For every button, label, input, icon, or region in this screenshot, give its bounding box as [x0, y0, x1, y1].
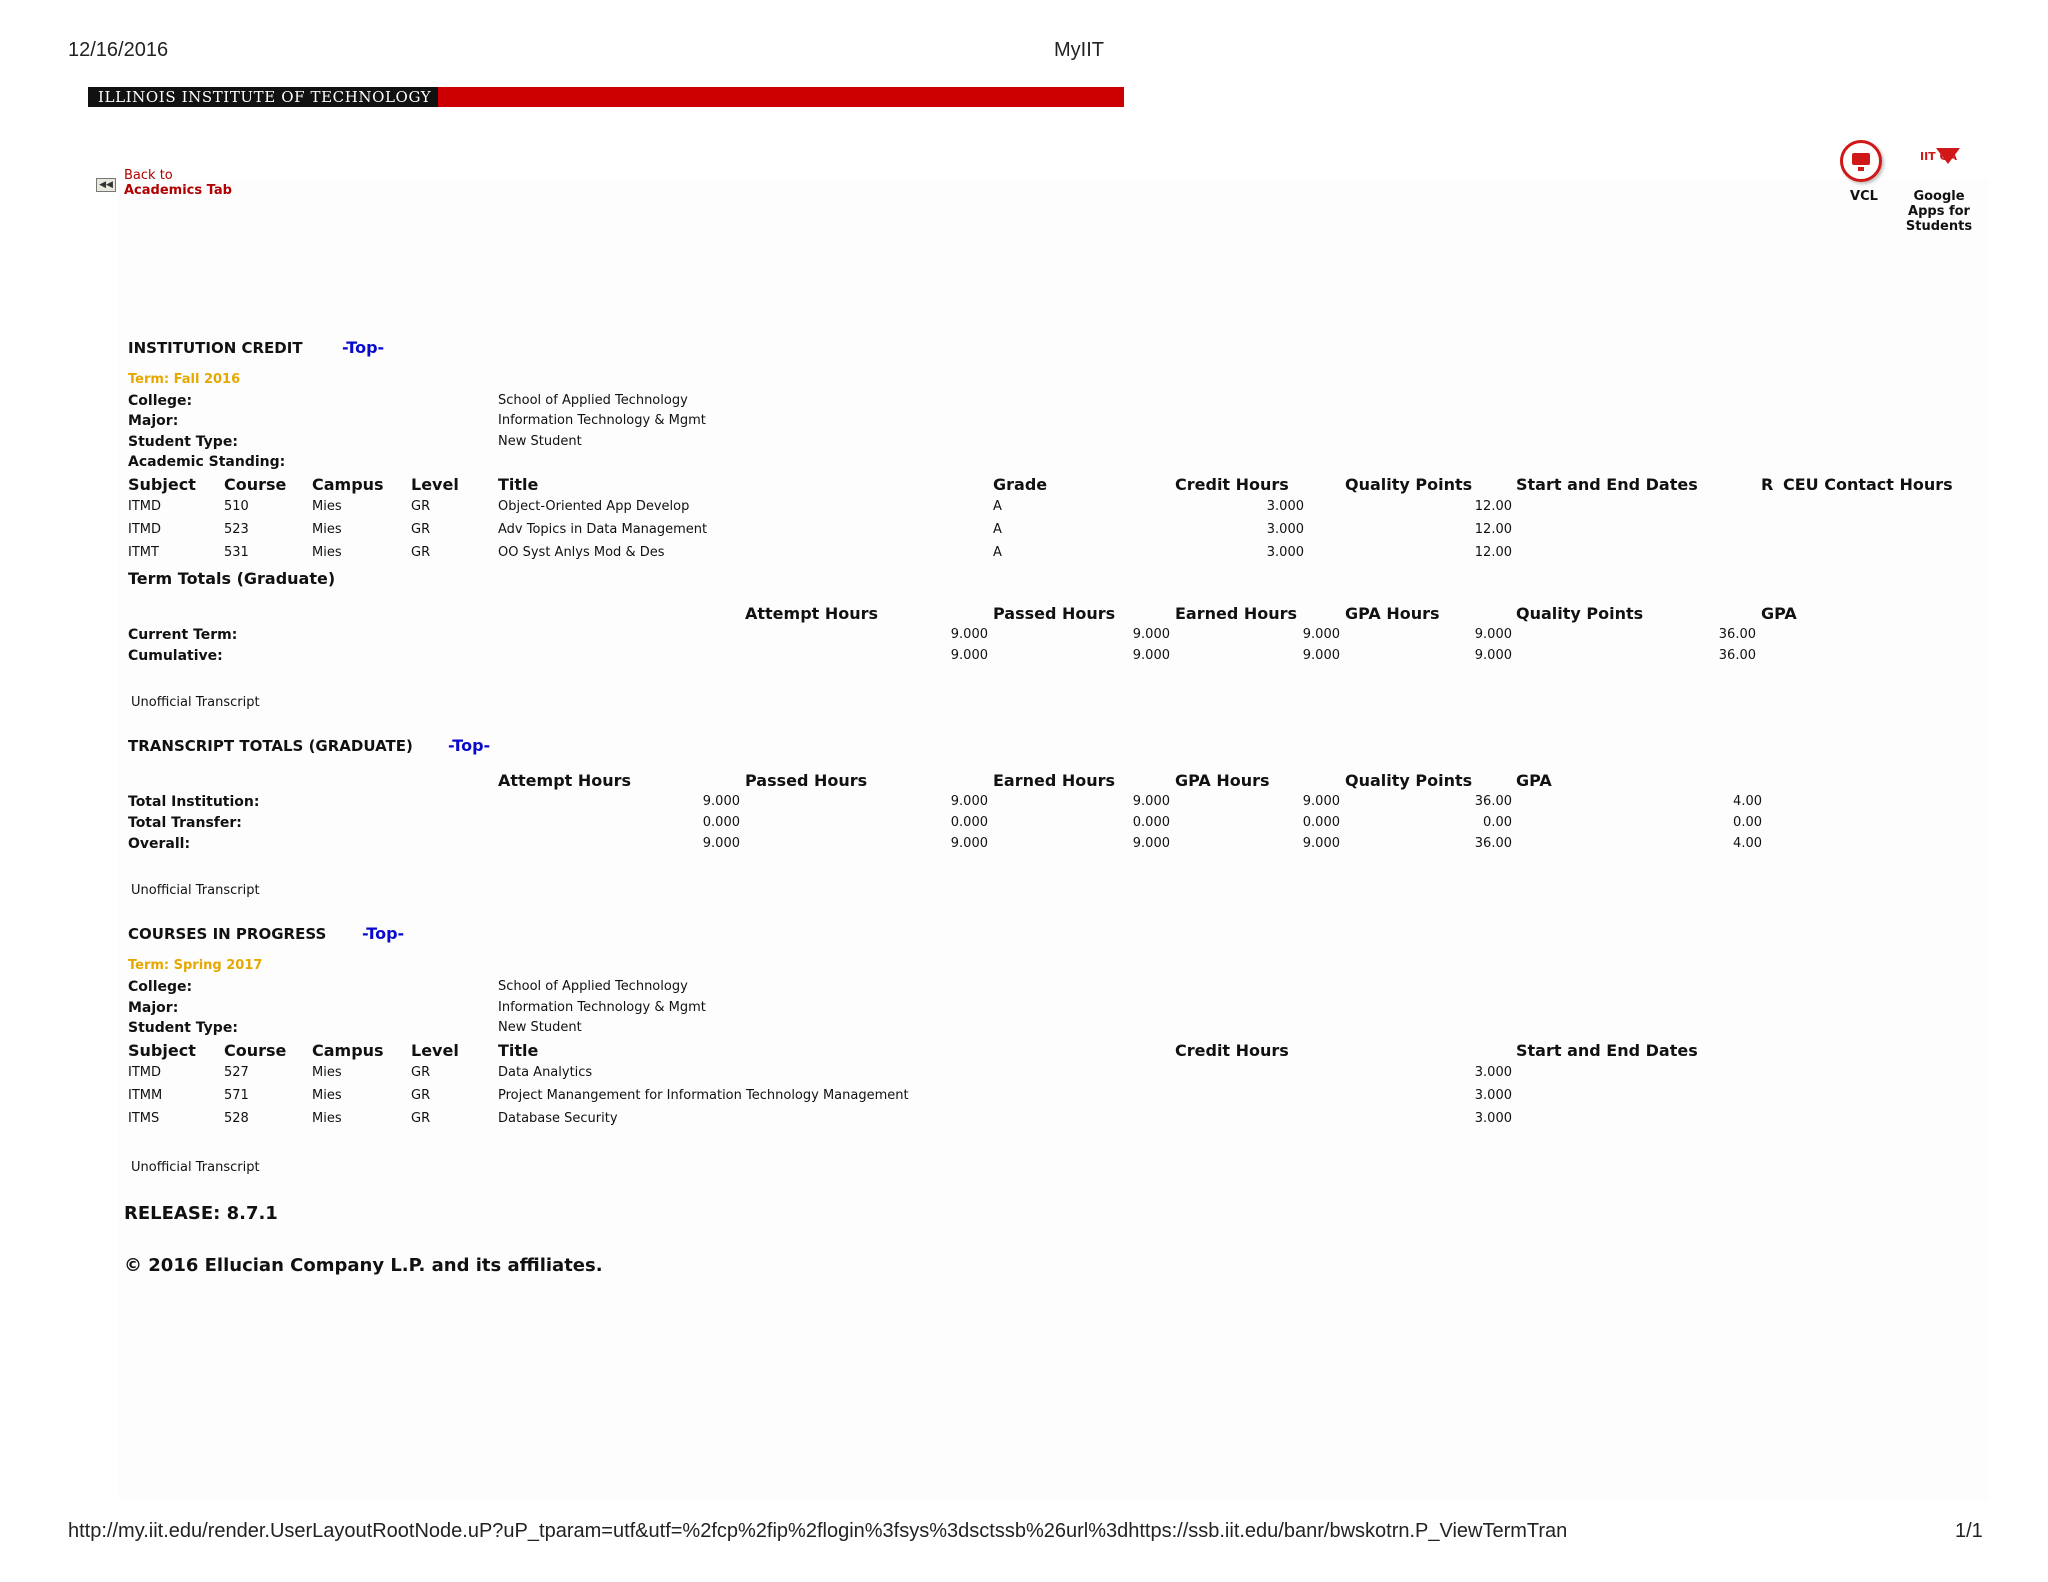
col-grade: Grade [993, 475, 1048, 494]
cell-title: Data Analytics [498, 1065, 593, 1080]
cell-subject: ITMD [128, 522, 162, 537]
cell-value: 9.000 [950, 836, 988, 851]
cell-credit-hours: 3.000 [1266, 499, 1304, 514]
cell-value: 0.000 [950, 815, 988, 830]
google-apps-link[interactable] [1900, 189, 1978, 234]
col-dates: Start and End Dates [1516, 475, 1698, 494]
col-level: Level [411, 475, 459, 494]
tt-col-attempt: Attempt Hours [745, 604, 879, 623]
cell-credit-hours: 3.000 [1474, 1065, 1512, 1080]
tr-col-passed: Passed Hours [745, 771, 868, 790]
cell-grade: A [993, 522, 1002, 537]
cell-value: 9.000 [1474, 627, 1512, 642]
cell-subject: ITMS [128, 1111, 160, 1126]
cell-value: 9.000 [950, 794, 988, 809]
cell-credit-hours: 3.000 [1474, 1111, 1512, 1126]
cell-value: 9.000 [1302, 794, 1340, 809]
college-label: College: [128, 393, 193, 409]
cell-title: Project Manangement for Information Technology Management [498, 1088, 909, 1103]
tt-col-gpa-hours: GPA Hours [1345, 604, 1440, 623]
google-apps-label-1: Google [1913, 189, 1965, 204]
cell-campus: Mies [312, 545, 342, 560]
transcript-totals-heading: TRANSCRIPT TOTALS (GRADUATE) [128, 737, 413, 755]
unofficial-transcript-link[interactable]: Unofficial Transcript [131, 1160, 260, 1175]
google-apps-label-2: Apps for [1908, 204, 1970, 219]
cell-course: 531 [224, 545, 249, 560]
cell-course: 527 [224, 1065, 249, 1080]
row-label: Overall: [128, 836, 191, 852]
cell-level: GR [411, 499, 431, 514]
print-title: MyIIT [1054, 39, 1104, 61]
row-label: Total Transfer: [128, 815, 242, 831]
student-type-label: Student Type: [128, 1020, 238, 1036]
col-title: Title [498, 475, 539, 494]
col-credit-hours: Credit Hours [1175, 475, 1289, 494]
cell-subject: ITMD [128, 1065, 162, 1080]
back-arrow-icon[interactable]: ◀◀ [96, 178, 116, 192]
back-link-line1: Back to [124, 168, 173, 183]
cell-value: 9.000 [1474, 648, 1512, 663]
cell-value: 9.000 [1132, 648, 1170, 663]
tt-col-passed: Passed Hours [993, 604, 1116, 623]
row-label: Current Term: [128, 627, 238, 643]
cell-level: GR [411, 1111, 431, 1126]
cell-grade: A [993, 499, 1002, 514]
cell-subject: ITMT [128, 545, 159, 560]
cell-campus: Mies [312, 1088, 342, 1103]
cell-value: 0.000 [1302, 815, 1340, 830]
cell-value: 9.000 [1302, 627, 1340, 642]
tr-col-gpa-hours: GPA Hours [1175, 771, 1270, 790]
cell-credit-hours: 3.000 [1474, 1088, 1512, 1103]
cell-value: 0.000 [702, 815, 740, 830]
cell-value: 9.000 [1132, 627, 1170, 642]
cell-value: 4.00 [1733, 794, 1762, 809]
cell-quality-points: 12.00 [1474, 522, 1512, 537]
tr-col-quality-points: Quality Points [1345, 771, 1473, 790]
major-value: Information Technology & Mgmt [498, 413, 706, 428]
print-page-number: 1/1 [1955, 1520, 1983, 1542]
student-type-label: Student Type: [128, 434, 238, 450]
cell-course: 528 [224, 1111, 249, 1126]
col-campus: Campus [312, 1041, 384, 1060]
cell-value: 4.00 [1733, 836, 1762, 851]
cell-title: Object-Oriented App Develop [498, 499, 690, 514]
row-label: Cumulative: [128, 648, 223, 664]
cell-grade: A [993, 545, 1002, 560]
tr-col-attempt: Attempt Hours [498, 771, 632, 790]
cell-campus: Mies [312, 1111, 342, 1126]
google-apps-label-3: Students [1905, 219, 1973, 234]
print-date: 12/16/2016 [68, 39, 169, 61]
col-ceu: CEU Contact Hours [1783, 475, 1953, 494]
col-course: Course [224, 1041, 287, 1060]
transcript-totals-top-link[interactable]: -Top- [448, 736, 491, 755]
cell-value: 9.000 [950, 648, 988, 663]
back-to-academics-link[interactable] [124, 168, 232, 198]
col-subject: Subject [128, 475, 196, 494]
tt-col-gpa: GPA [1761, 604, 1797, 623]
cell-credit-hours: 3.000 [1266, 545, 1304, 560]
col-course: Course [224, 475, 287, 494]
cell-course: 510 [224, 499, 249, 514]
copyright: © 2016 Ellucian Company L.P. and its affiliates. [124, 1255, 603, 1276]
cell-title: OO Syst Anlys Mod & Des [498, 545, 665, 560]
cell-level: GR [411, 545, 431, 560]
college-value: School of Applied Technology [498, 393, 688, 408]
tt-col-quality-points: Quality Points [1516, 604, 1644, 623]
cell-course: 571 [224, 1088, 249, 1103]
cell-value: 36.00 [1474, 794, 1512, 809]
cell-level: GR [411, 1065, 431, 1080]
cell-title: Adv Topics in Data Management [498, 522, 708, 537]
col-campus: Campus [312, 475, 384, 494]
cell-quality-points: 12.00 [1474, 545, 1512, 560]
cell-value: 9.000 [702, 836, 740, 851]
col-level: Level [411, 1041, 459, 1060]
google-apps-icon[interactable] [1918, 146, 1962, 176]
cell-value: 0.00 [1733, 815, 1762, 830]
col-r: R [1761, 475, 1774, 494]
academic-standing-label: Academic Standing: [128, 454, 286, 470]
student-type-value: New Student [498, 434, 582, 449]
cell-value: 9.000 [950, 627, 988, 642]
vcl-monitor-icon[interactable] [1840, 140, 1882, 182]
unofficial-transcript-link[interactable]: Unofficial Transcript [131, 883, 260, 898]
institution-credit-heading: INSTITUTION CREDIT [128, 339, 303, 357]
row-label: Total Institution: [128, 794, 260, 810]
term-fall-2016: Term: Fall 2016 [128, 372, 241, 387]
cell-campus: Mies [312, 522, 342, 537]
col-quality-points: Quality Points [1345, 475, 1473, 494]
col-dates: Start and End Dates [1516, 1041, 1698, 1060]
tr-col-earned: Earned Hours [993, 771, 1116, 790]
cell-credit-hours: 3.000 [1266, 522, 1304, 537]
term-spring-2017: Term: Spring 2017 [128, 958, 263, 973]
cell-value: 36.00 [1474, 836, 1512, 851]
cell-value: 9.000 [1302, 836, 1340, 851]
cell-value: 0.000 [1132, 815, 1170, 830]
college-label: College: [128, 979, 193, 995]
cell-campus: Mies [312, 1065, 342, 1080]
major-label: Major: [128, 413, 179, 429]
release-version: RELEASE: 8.7.1 [124, 1203, 278, 1224]
courses-in-progress-heading: COURSES IN PROGRESS [128, 925, 327, 943]
cell-subject: ITMM [128, 1088, 163, 1103]
cell-course: 523 [224, 522, 249, 537]
col-credit-hours: Credit Hours [1175, 1041, 1289, 1060]
cell-level: GR [411, 1088, 431, 1103]
institution-banner [88, 87, 1124, 107]
unofficial-transcript-link[interactable]: Unofficial Transcript [131, 695, 260, 710]
google-apps-logo-text: IIT GA [1920, 150, 1958, 163]
cell-title: Database Security [498, 1111, 618, 1126]
tr-col-gpa: GPA [1516, 771, 1552, 790]
courses-in-progress-top-link[interactable]: -Top- [362, 924, 405, 943]
cell-value: 0.00 [1483, 815, 1512, 830]
col-title: Title [498, 1041, 539, 1060]
institution-name: ILLINOIS INSTITUTE OF TECHNOLOGY [98, 88, 432, 106]
cell-subject: ITMD [128, 499, 162, 514]
cell-value: 36.00 [1718, 648, 1756, 663]
term-totals-heading: Term Totals (Graduate) [128, 569, 336, 588]
cell-quality-points: 12.00 [1474, 499, 1512, 514]
major-value: Information Technology & Mgmt [498, 1000, 706, 1015]
print-url: http://my.iit.edu/render.UserLayoutRootNode.uP?uP_tparam=utf&utf=%2fcp%2fip%2flogin%3fsys%3dsctssb%26url%3dhttps://ssb.iit.edu/banr/bwskotrn.P_ViewTermTran [68, 1520, 1568, 1542]
vcl-label[interactable]: VCL [1850, 189, 1878, 204]
tt-col-earned: Earned Hours [1175, 604, 1298, 623]
cell-value: 9.000 [1132, 794, 1170, 809]
cell-value: 36.00 [1718, 627, 1756, 642]
major-label: Major: [128, 1000, 179, 1016]
cell-campus: Mies [312, 499, 342, 514]
col-subject: Subject [128, 1041, 196, 1060]
back-link-line2: Academics Tab [124, 183, 232, 198]
cell-value: 9.000 [702, 794, 740, 809]
cell-value: 9.000 [1132, 836, 1170, 851]
cell-level: GR [411, 522, 431, 537]
college-value: School of Applied Technology [498, 979, 688, 994]
student-type-value: New Student [498, 1020, 582, 1035]
institution-credit-top-link[interactable]: -Top- [342, 338, 385, 357]
cell-value: 9.000 [1302, 648, 1340, 663]
